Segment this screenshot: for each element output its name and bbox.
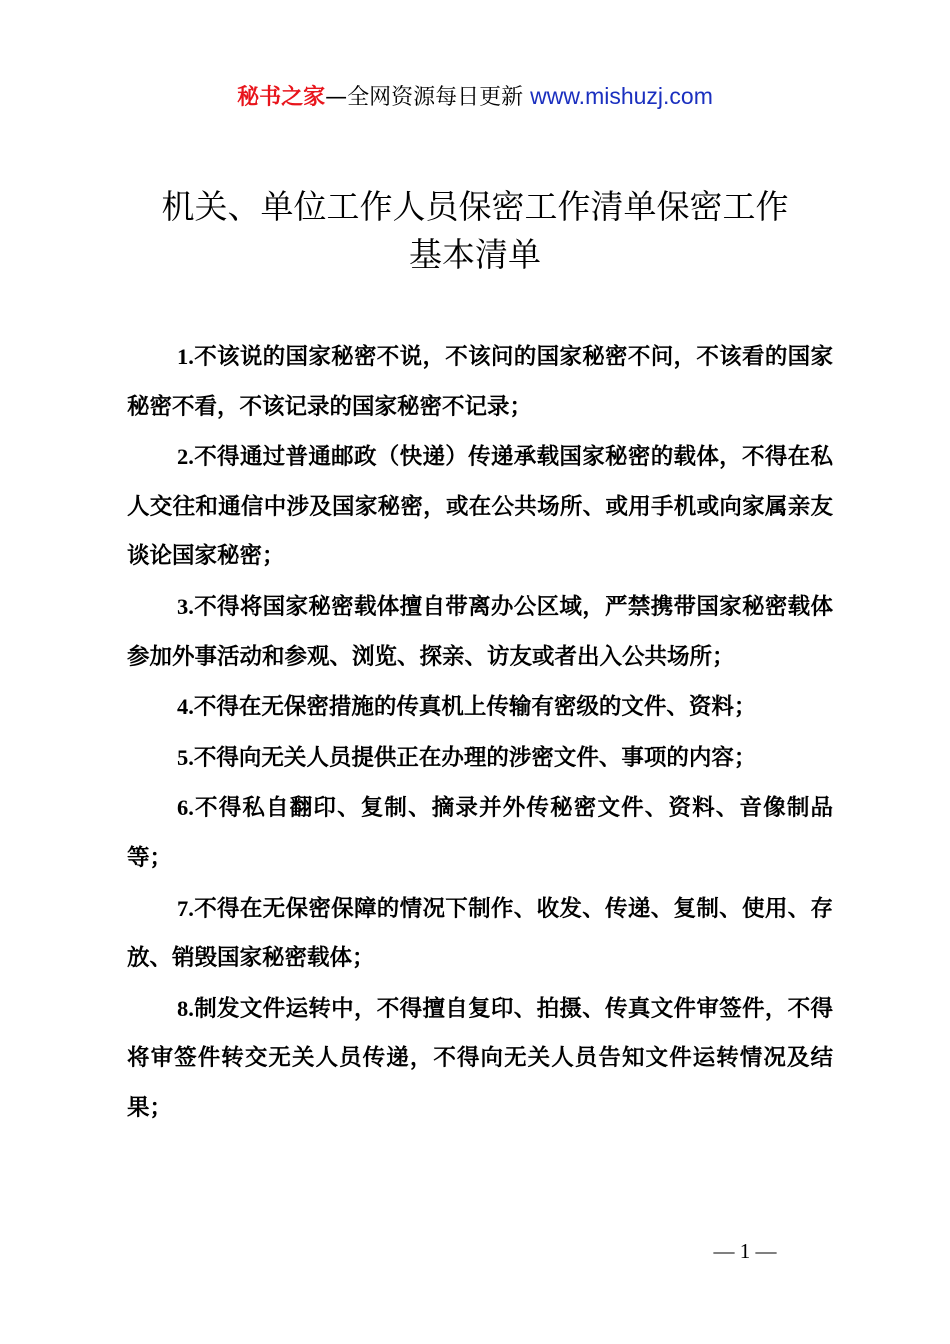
item-number: 8.: [177, 995, 194, 1021]
page-number: — 1 —: [713, 1239, 777, 1263]
item-text: 不得在无保密措施的传真机上传输有密级的文件、资料；: [193, 694, 757, 721]
item-number: 1.: [177, 344, 194, 369]
item-text: 不得私自翻印、复制、摘录并外传秘密文件、资料、音像制品等；: [127, 795, 833, 871]
site-url[interactable]: www.mishuzj.com: [530, 83, 713, 109]
item-text: 不得在无保密保障的情况下制作、收发、传递、复制、使用、存放、销毁国家秘密载体；: [127, 895, 833, 972]
list-item: [127, 884, 833, 984]
item-text: 不得将国家秘密载体擅自带离办公区域，严禁携带国家秘密载体参加外事活动和参观、浏览、探亲、访友或者出入公共场所；: [127, 593, 833, 670]
item-number: 7.: [177, 895, 194, 921]
item-number: 5.: [177, 744, 194, 770]
title-line-1: 机关、单位工作人员保密工作清单保密工作: [161, 187, 789, 226]
item-text: 制发文件运转中，不得擅自复印、拍摄、传真文件审签件，不得将审签件转交无关人员传递，不得向无关人员告知文件运转情况及结果；: [127, 995, 833, 1121]
list-item: [127, 332, 833, 432]
list-item: [127, 984, 833, 1134]
item-number: 4.: [177, 694, 194, 720]
list-item: [127, 432, 833, 582]
item-text: 不该说的国家秘密不说，不该问的国家秘密不问，不该看的国家秘密不看，不该记录的国家秘密不记录；: [127, 344, 833, 420]
list-item: [127, 783, 833, 883]
document-body: [127, 332, 833, 1134]
item-number: 6.: [177, 795, 194, 821]
title-line-2: 基本清单: [409, 235, 541, 274]
brand-name: 秘书之家: [237, 85, 326, 110]
site-header: [0, 80, 950, 114]
item-text: 不得通过普通邮政（快递）传递承载国家秘密的载体，不得在私人交往和通信中涉及国家秘密，或在公共场所、或用手机或向家属亲友谈论国家秘密；: [127, 444, 833, 570]
list-item: [127, 582, 833, 682]
item-number: 2.: [177, 444, 194, 470]
document-title: [60, 183, 890, 279]
item-number: 3.: [177, 593, 194, 619]
header-tagline: —全网资源每日更新: [325, 85, 524, 110]
item-text: 不得向无关人员提供正在办理的涉密文件、事项的内容；: [193, 744, 757, 771]
list-item: [127, 682, 833, 733]
list-item: [127, 733, 833, 784]
